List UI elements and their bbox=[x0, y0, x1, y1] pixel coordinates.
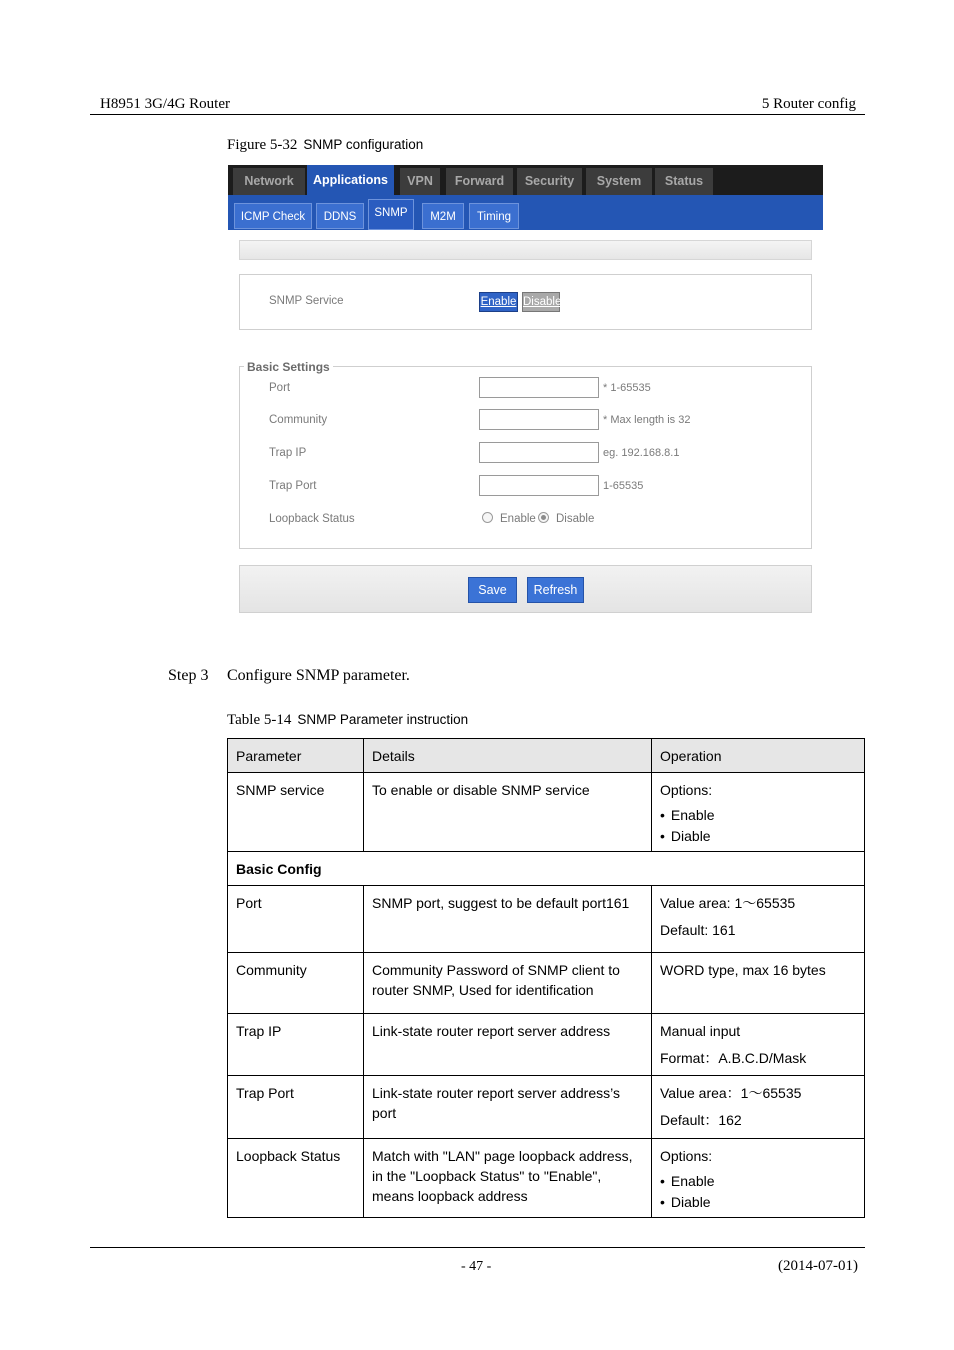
tab-network[interactable]: Network bbox=[233, 168, 305, 195]
details-cell: SNMP port, suggest to be default port161 bbox=[364, 886, 652, 953]
community-hint: * Max length is 32 bbox=[603, 414, 691, 426]
operation-text: Options: bbox=[660, 1148, 713, 1164]
loopback-enable-label: Enable bbox=[500, 513, 536, 525]
subtab-ddns[interactable]: DDNS bbox=[316, 203, 364, 229]
disable-button[interactable]: Disable bbox=[522, 292, 560, 312]
port-label: Port bbox=[269, 382, 291, 394]
subtab-m2m[interactable]: M2M bbox=[422, 203, 464, 229]
trap-ip-hint: eg. 192.168.8.1 bbox=[603, 447, 680, 459]
save-button[interactable]: Save bbox=[468, 577, 517, 603]
table-title: SNMP Parameter instruction bbox=[297, 712, 469, 727]
operation-option: • Enable bbox=[660, 805, 856, 826]
table-row bbox=[228, 953, 865, 1014]
details-cell: To enable or disable SNMP service bbox=[364, 773, 652, 852]
loopback-enable-radio[interactable] bbox=[482, 512, 493, 523]
section-row bbox=[228, 852, 865, 886]
operation-option: • Enable bbox=[660, 1171, 856, 1192]
details-cell: Link-state router report server address’s port bbox=[364, 1076, 652, 1139]
operation-text: Value area: 1～65535 bbox=[660, 895, 796, 911]
param-cell: Community bbox=[228, 953, 364, 1014]
tab-status[interactable]: Status bbox=[655, 168, 713, 195]
info-bar bbox=[239, 240, 812, 260]
operation-cell bbox=[652, 1139, 865, 1218]
port-hint: * 1-65535 bbox=[603, 382, 651, 394]
step-text: Configure SNMP parameter. bbox=[227, 667, 410, 684]
community-label: Community bbox=[269, 414, 328, 426]
subtab-snmp[interactable]: SNMP bbox=[368, 199, 414, 230]
table-row bbox=[228, 1139, 865, 1218]
snmp-parameter-table bbox=[227, 738, 865, 1218]
table-row bbox=[228, 886, 865, 953]
figure-title: SNMP configuration bbox=[303, 137, 424, 152]
figure-number: Figure 5-32 bbox=[227, 137, 298, 153]
trap-port-hint: 1-65535 bbox=[603, 480, 644, 492]
table-number: Table 5-14 bbox=[227, 712, 292, 728]
table-row bbox=[228, 1014, 865, 1076]
param-cell: Trap IP bbox=[228, 1014, 364, 1076]
details-cell: Link-state router report server address bbox=[364, 1014, 652, 1076]
operation-text: WORD type, max 16 bytes bbox=[660, 962, 826, 978]
operation-text: Options: bbox=[660, 782, 713, 798]
tab-applications[interactable]: Applications bbox=[307, 165, 394, 195]
operation-list bbox=[660, 805, 856, 847]
snmp-service-label: SNMP Service bbox=[269, 295, 344, 307]
trap-ip-input[interactable] bbox=[479, 442, 599, 463]
subtab-timing[interactable]: Timing bbox=[469, 203, 519, 229]
table-header-row bbox=[228, 739, 865, 773]
trap-ip-label: Trap IP bbox=[269, 447, 307, 459]
header-details: Details bbox=[364, 739, 652, 773]
community-input[interactable] bbox=[479, 409, 599, 430]
header-rule bbox=[90, 114, 865, 115]
operation-cell bbox=[652, 886, 865, 953]
figure-caption bbox=[227, 137, 423, 154]
tab-forward[interactable]: Forward bbox=[446, 168, 513, 195]
tab-system[interactable]: System bbox=[586, 168, 652, 195]
table-caption bbox=[227, 712, 468, 729]
operation-cell bbox=[652, 953, 865, 1014]
refresh-button[interactable]: Refresh bbox=[527, 577, 584, 603]
operation-option: • Diable bbox=[660, 826, 856, 847]
operation-cell bbox=[652, 1014, 865, 1076]
param-cell: Loopback Status bbox=[228, 1139, 364, 1218]
loopback-status-label: Loopback Status bbox=[269, 513, 355, 525]
action-bar bbox=[239, 565, 812, 613]
header-right: 5 Router config bbox=[761, 96, 856, 112]
top-navigation bbox=[228, 165, 823, 195]
loopback-disable-radio[interactable] bbox=[538, 512, 549, 523]
page-number: - 47 - bbox=[461, 1259, 492, 1274]
section-basic-config: Basic Config bbox=[228, 852, 865, 886]
loopback-disable-label: Disable bbox=[556, 513, 595, 525]
enable-button[interactable]: Enable bbox=[479, 292, 518, 312]
operation-cell bbox=[652, 773, 865, 852]
step-instruction bbox=[168, 667, 410, 685]
operation-text: Default: 161 bbox=[660, 922, 736, 938]
port-input[interactable] bbox=[479, 377, 599, 398]
operation-text: Value area：1～65535 bbox=[660, 1085, 802, 1101]
operation-option: • Diable bbox=[660, 1192, 856, 1213]
trap-port-input[interactable] bbox=[479, 475, 599, 496]
footer-date: (2014-07-01) bbox=[778, 1258, 858, 1274]
basic-settings-panel bbox=[239, 360, 812, 549]
snmp-service-panel bbox=[239, 274, 812, 330]
sub-navigation bbox=[228, 195, 823, 230]
operation-text: Default：162 bbox=[660, 1112, 742, 1128]
table-row bbox=[228, 1076, 865, 1139]
operation-list bbox=[660, 1171, 856, 1213]
header-parameter: Parameter bbox=[228, 739, 364, 773]
operation-cell bbox=[652, 1076, 865, 1139]
tab-security[interactable]: Security bbox=[517, 168, 582, 195]
param-cell: SNMP service bbox=[228, 773, 364, 852]
basic-settings-legend: Basic Settings bbox=[244, 360, 333, 374]
tab-vpn[interactable]: VPN bbox=[400, 168, 440, 195]
header-left: H8951 3G/4G Router bbox=[100, 96, 230, 112]
footer-rule bbox=[90, 1247, 865, 1248]
operation-text: Manual input bbox=[660, 1023, 741, 1039]
param-cell: Port bbox=[228, 886, 364, 953]
step-label: Step 3 bbox=[168, 667, 209, 684]
trap-port-label: Trap Port bbox=[269, 480, 317, 492]
details-cell: Community Password of SNMP client to router SNMP, Used for identification bbox=[364, 953, 652, 1014]
subtab-icmp-check[interactable]: ICMP Check bbox=[234, 203, 312, 229]
snmp-config-screenshot bbox=[228, 165, 823, 628]
table-row bbox=[228, 773, 865, 852]
param-cell: Trap Port bbox=[228, 1076, 364, 1139]
header-operation: Operation bbox=[652, 739, 865, 773]
details-cell: Match with "LAN" page loopback address, in the "Loopback Status" to "Enable", means loopback address bbox=[364, 1139, 652, 1218]
operation-text: Format：A.B.C.D/Mask bbox=[660, 1050, 807, 1066]
